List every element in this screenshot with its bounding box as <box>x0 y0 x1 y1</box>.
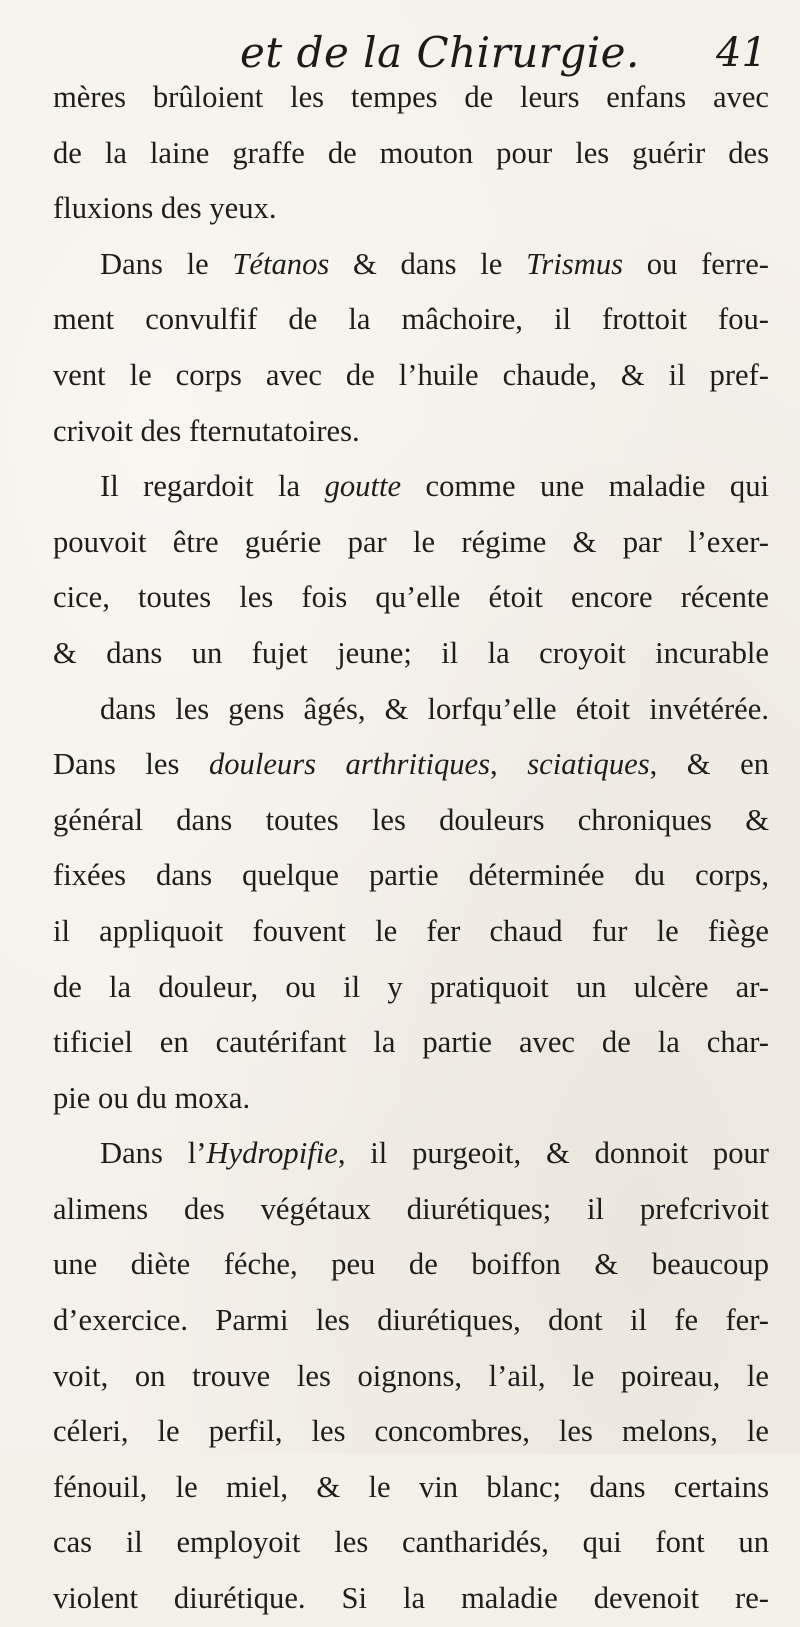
text-line <box>53 459 769 515</box>
body-text <box>53 70 769 1627</box>
text-run: ment convulfif de la mâchoire, il frottoit fou- <box>53 302 769 337</box>
text-line <box>53 348 769 404</box>
page-number: 41 <box>716 30 767 76</box>
text-line <box>53 793 769 849</box>
text-line <box>53 1071 769 1127</box>
text-run: violent diurétique. Si la maladie devenoit re- <box>53 1581 769 1616</box>
text-run: dans les gens âgés, & lorfqu’elle étoit invétérée. <box>100 691 769 726</box>
text-run: d’exercice. Parmi les diurétiques, dont il fe fer- <box>53 1303 769 1338</box>
text-line <box>53 737 769 793</box>
italic-term: Tétanos <box>232 246 330 281</box>
text-line <box>53 1293 769 1349</box>
text-line <box>53 515 769 571</box>
text-line <box>53 1515 769 1571</box>
text-run: Dans le <box>100 246 233 281</box>
text-run: il appliquoit fouvent le fer chaud fur le fiège <box>53 913 769 948</box>
italic-term: goutte <box>324 469 402 504</box>
text-line <box>53 404 769 460</box>
italic-term: sciatiques <box>527 747 650 782</box>
text-line <box>53 848 769 904</box>
text-line <box>53 237 769 293</box>
text-run: de la douleur, ou il y pratiquoit un ulcère ar- <box>53 969 769 1004</box>
text-run: tificiel en cautérifant la partie avec de la char- <box>53 1025 769 1060</box>
text-line <box>53 181 769 237</box>
text-run: voit, on trouve les oignons, l’ail, le poireau, le <box>53 1358 769 1393</box>
text-line <box>53 70 769 126</box>
italic-term: Trismus <box>526 246 624 281</box>
text-run: pie ou du moxa. <box>53 1080 251 1115</box>
text-run: céleri, le perfil, les concombres, les melons, le <box>53 1414 769 1449</box>
text-run: cas il employoit les cantharidés, qui font un <box>53 1525 769 1560</box>
text-line <box>53 126 769 182</box>
text-run: & dans le <box>329 246 527 281</box>
text-line <box>53 1571 769 1627</box>
text-run: vent le corps avec de l’huile chaude, & il pref- <box>53 357 769 392</box>
text-run: fénouil, le miel, & le vin blanc; dans certains <box>53 1469 769 1504</box>
text-run: Dans l’ <box>100 1136 207 1171</box>
text-run: Dans les <box>53 747 209 782</box>
text-line <box>53 904 769 960</box>
text-line <box>53 1349 769 1405</box>
text-run: général dans toutes les douleurs chroniques & <box>53 802 769 837</box>
text-line <box>53 1126 769 1182</box>
text-run: fluxions des yeux. <box>53 191 277 226</box>
text-line <box>53 292 769 348</box>
italic-term: douleurs arthritiques <box>208 747 491 782</box>
italic-term: Hydropifie <box>206 1136 338 1171</box>
text-run: & dans un fujet jeune; il la croyoit incurable <box>53 635 769 670</box>
text-line <box>53 682 769 738</box>
text-run: , <box>490 747 528 782</box>
text-run: ou ferre- <box>623 246 769 281</box>
text-run: de la laine graffe de mouton pour les guérir des <box>53 135 769 170</box>
text-line <box>53 570 769 626</box>
text-line <box>53 1015 769 1071</box>
text-run: , il purgeoit, & donnoit pour <box>337 1136 769 1171</box>
text-run: , & en <box>649 747 769 782</box>
text-run: mères brûloient les tempes de leurs enfans avec <box>53 80 769 114</box>
running-head: et de la Chirurgie. <box>240 28 640 77</box>
text-run: pouvoit être guérie par le régime & par l’exer- <box>53 524 769 559</box>
text-run: Il regardoit la <box>100 469 325 504</box>
text-run: cice, toutes les fois qu’elle étoit encore récente <box>53 580 769 615</box>
text-line <box>53 1460 769 1516</box>
text-run: fixées dans quelque partie déterminée du corps, <box>53 858 769 893</box>
text-line <box>53 626 769 682</box>
text-line <box>53 1182 769 1238</box>
text-run: une diète féche, peu de boiffon & beaucoup <box>53 1247 769 1282</box>
text-line <box>53 1237 769 1293</box>
text-run: alimens des végétaux diurétiques; il prefcrivoit <box>53 1191 769 1226</box>
text-line <box>53 960 769 1016</box>
text-line <box>53 1404 769 1460</box>
text-run: comme une maladie qui <box>401 469 770 504</box>
text-run: crivoit des fternutatoires. <box>53 413 360 448</box>
